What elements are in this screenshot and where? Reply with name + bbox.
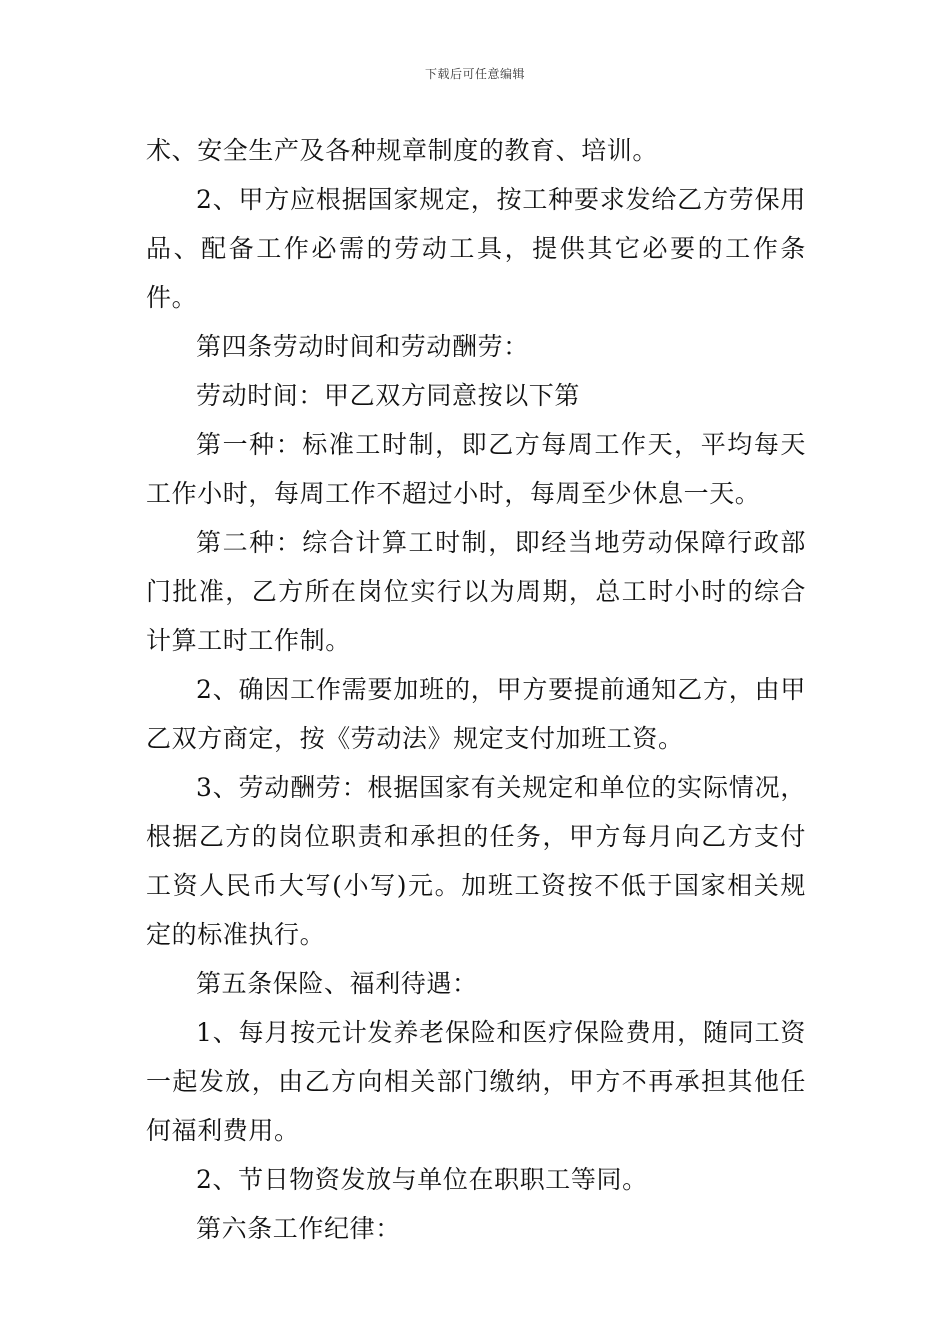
paragraph: 3、劳动酬劳：根据国家有关规定和单位的实际情况，根据乙方的岗位职责和承担的任务，甲方每月向乙方支付工资人民币大写(小写)元。加班工资按不低于国家相关规定的标准执行。 — [146, 773, 806, 949]
section-heading: 第四条劳动时间和劳动酬劳： — [196, 332, 529, 361]
section-heading: 第六条工作纪律： — [196, 1214, 401, 1243]
paragraph: 劳动时间：甲乙双方同意按以下第 — [196, 381, 581, 410]
paragraph: 2、节日物资发放与单位在职职工等同。 — [196, 1165, 648, 1194]
paragraph: 2、甲方应根据国家规定，按工种要求发给乙方劳保用品、配备工作必需的劳动工具，提供其它必要的工作条件。 — [146, 185, 806, 312]
page-header: 下载后可任意编辑 — [424, 67, 525, 81]
paragraph: 1、每月按元计发养老保险和医疗保险费用，随同工资一起发放，由乙方向相关部门缴纳，甲方不再承担其他任何福利费用。 — [146, 1018, 806, 1145]
paragraph-continuation: 术、安全生产及各种规章制度的教育、培训。 — [146, 136, 659, 165]
document-body — [146, 126, 806, 1253]
paragraph: 第一种：标准工时制，即乙方每周工作天，平均每天工作小时，每周工作不超过小时，每周至少休息一天。 — [146, 430, 806, 508]
paragraph: 第二种：综合计算工时制，即经当地劳动保障行政部门批准，乙方所在岗位实行以为周期，总工时小时的综合计算工时工作制。 — [146, 528, 806, 655]
paragraph: 2、确因工作需要加班的，甲方要提前通知乙方，由甲乙双方商定，按《劳动法》规定支付加班工资。 — [146, 675, 806, 753]
section-heading: 第五条保险、福利待遇： — [196, 969, 478, 998]
